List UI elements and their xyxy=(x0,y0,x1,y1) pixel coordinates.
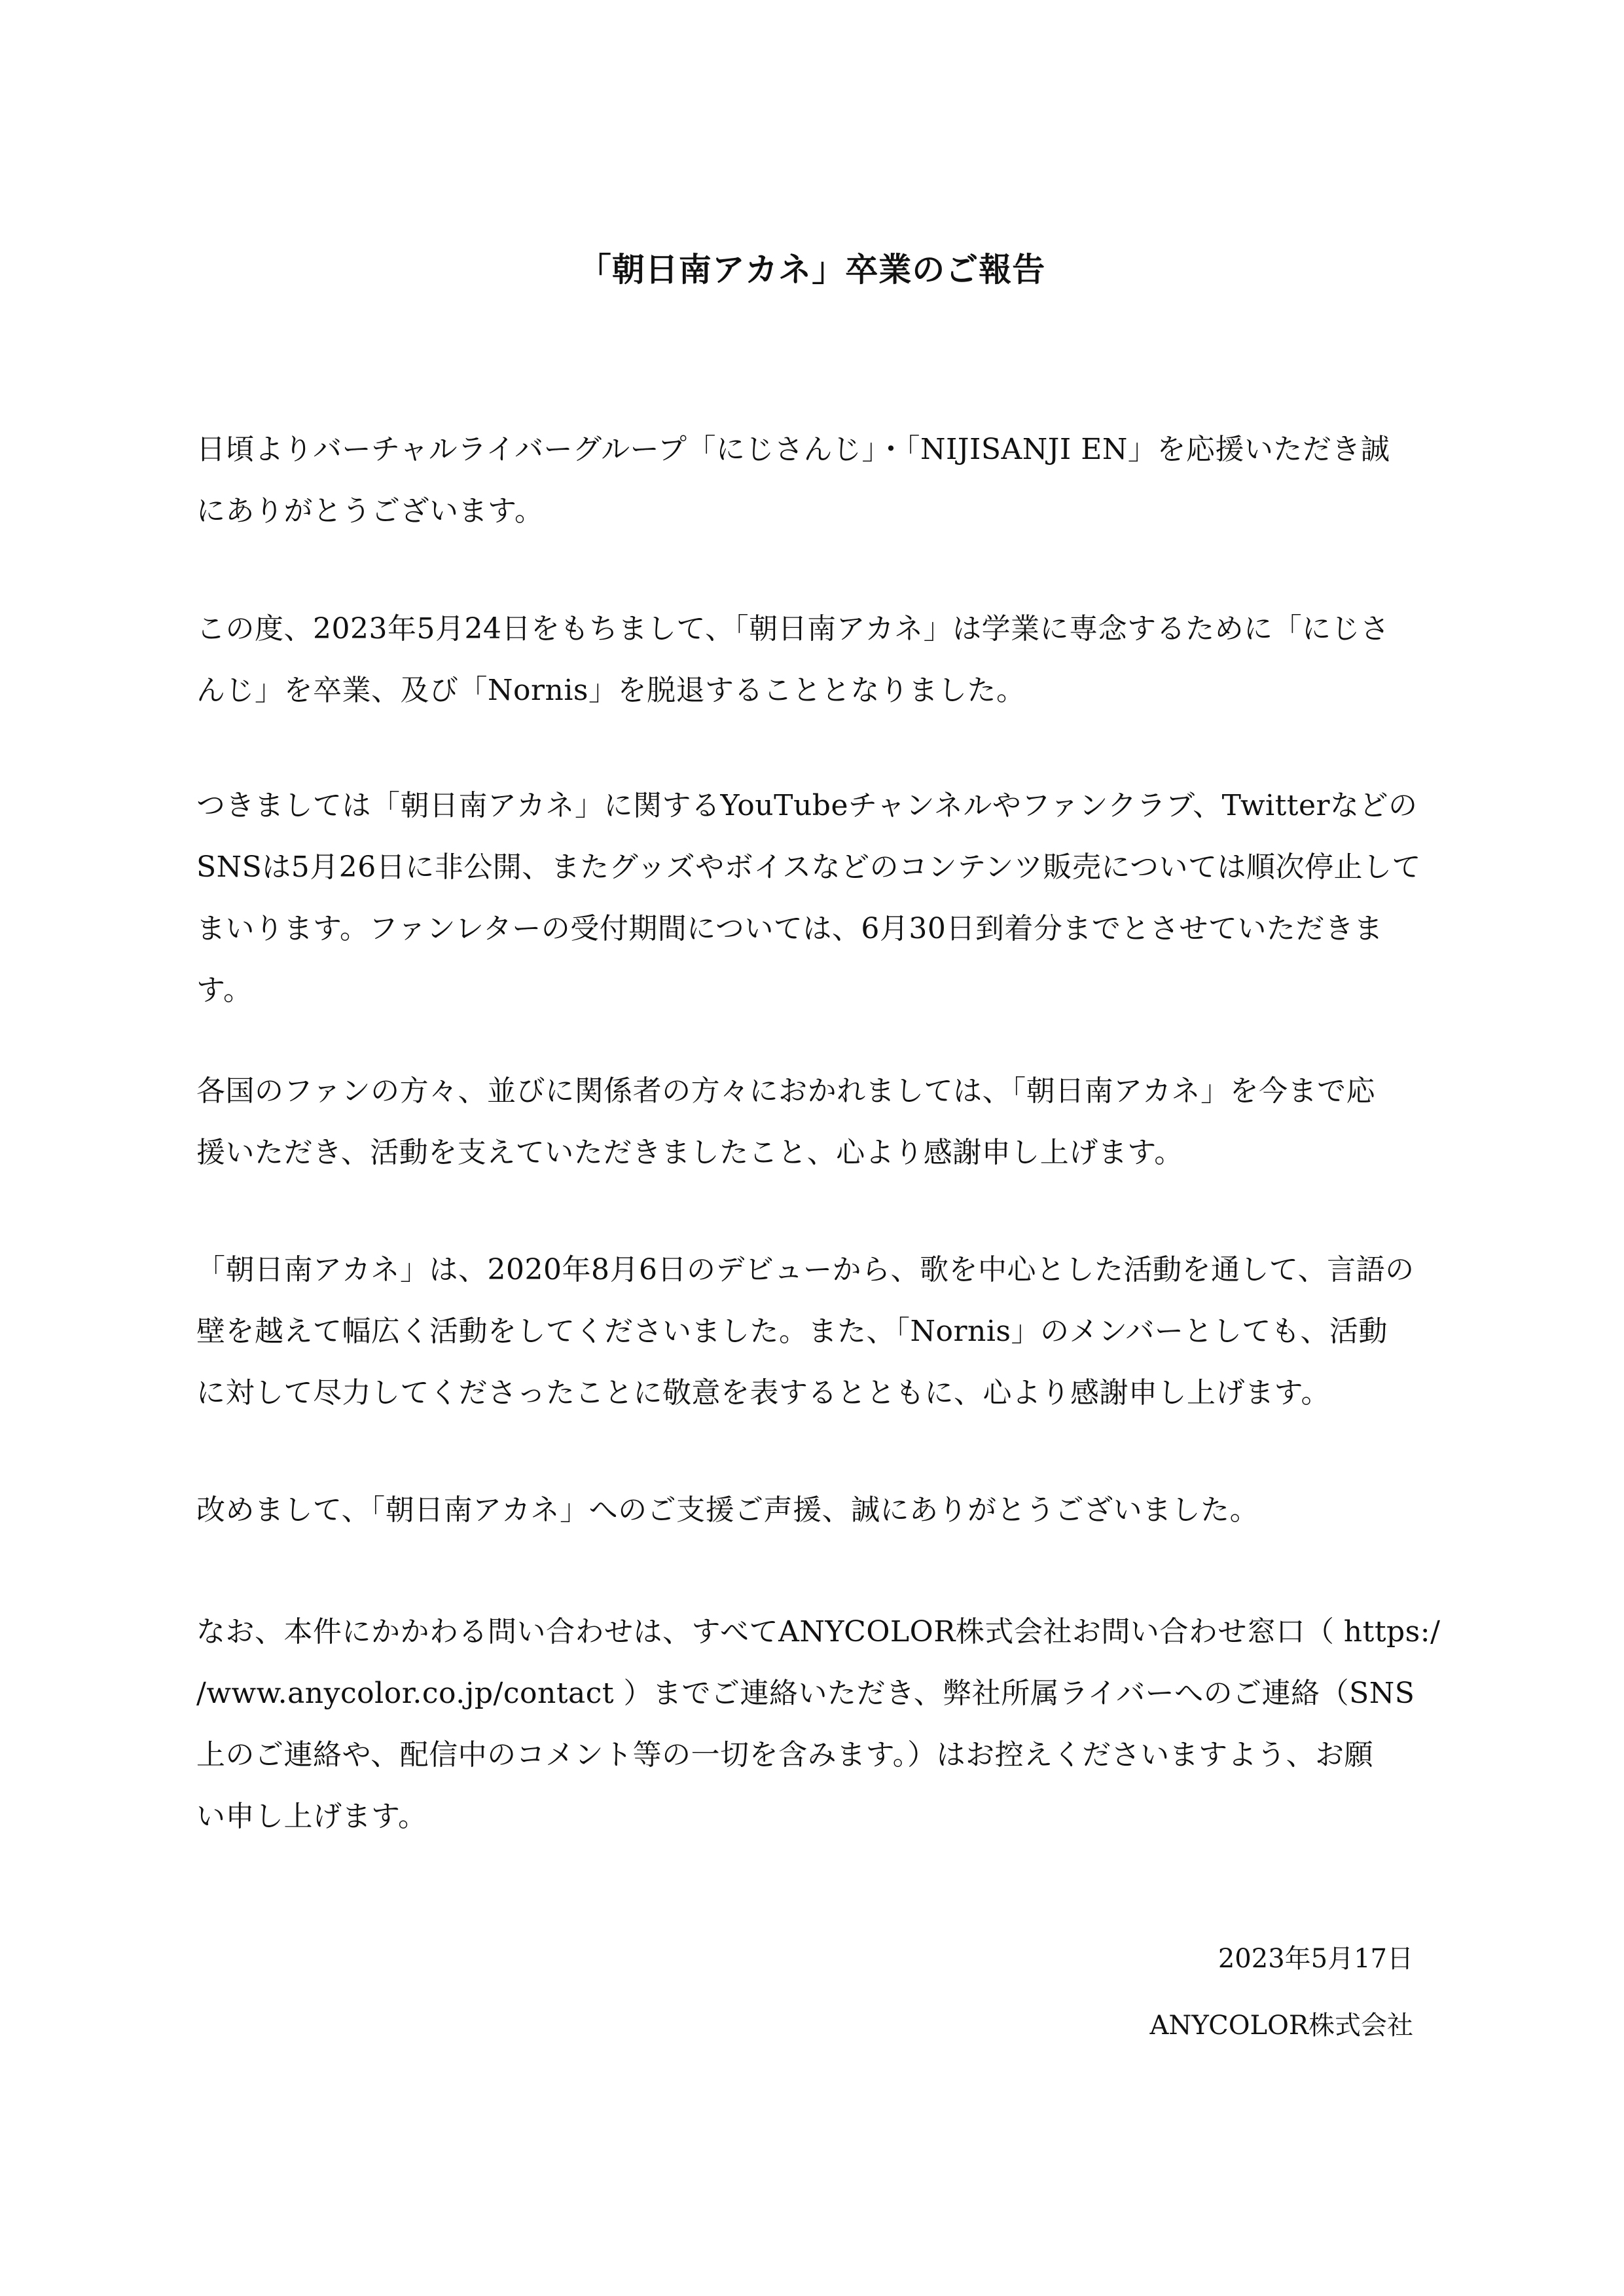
page-title: 「朝日南アカネ」卒業のご報告 xyxy=(578,251,1046,289)
paragraph-line: に対して尽力してくださったことに敬意を表するとともに、心より感謝申し上げます。 xyxy=(196,1376,1330,1410)
paragraph-activity-summary xyxy=(196,1239,1427,1424)
paragraph-line: 援いただき、活動を支えていただきましたこと、心より感謝申し上げます。 xyxy=(196,1136,1183,1169)
paragraph-closing-thanks xyxy=(196,1480,1427,1541)
paragraph-line: /www.anycolor.co.jp/contact ）までご連絡いただき、弊社所属ライバーへのご連絡（SNS xyxy=(196,1677,1415,1710)
paragraph-graduation-notice xyxy=(196,598,1427,721)
paragraph-thanks-fans xyxy=(196,1061,1427,1184)
paragraph-line: 改めまして、「朝日南アカネ」へのご支援ご声援、誠にありがとうございました。 xyxy=(196,1493,1259,1527)
paragraph-line: まいります。ファンレターの受付期間については、6月30日到着分までとさせていただきま xyxy=(196,912,1383,945)
paragraph-line: 壁を越えて幅広く活動をしてくださいました。また、「Nornis」のメンバーとしても、活動 xyxy=(196,1315,1388,1348)
paragraph-channel-details xyxy=(196,775,1427,1021)
paragraph-greeting xyxy=(196,419,1427,542)
announcement-date: 2023年5月17日 xyxy=(1218,1944,1413,1974)
paragraph-line: す。 xyxy=(196,974,253,1007)
paragraph-line: 各国のファンの方々、並びに関係者の方々におかれましては、「朝日南アカネ」を今まで応 xyxy=(196,1074,1376,1108)
paragraph-line: なお、本件にかかわる問い合わせは、すべてANYCOLOR株式会社お問い合わせ窓口（ https:/ xyxy=(196,1615,1441,1649)
paragraph-line: 日頃よりバーチャルライバーグループ「にじさんじ」・「NIJISANJI EN」を応援いただき誠 xyxy=(196,433,1390,466)
paragraph-line: い申し上げます。 xyxy=(196,1800,427,1833)
paragraph-line: つきましては「朝日南アカネ」に関するYouTubeチャンネルやファンクラブ、Twitterなどの xyxy=(196,789,1418,822)
paragraph-line: この度、2023年5月24日をもちまして、「朝日南アカネ」は学業に専念するために「にじさ xyxy=(196,612,1390,646)
paragraph-contact-info xyxy=(196,1601,1441,1848)
paragraph-line: 上のご連絡や、配信中のコメント等の一切を含みます。）はお控えくださいますよう、お願 xyxy=(196,1738,1374,1772)
paragraph-line: 「朝日南アカネ」は、2020年8月6日のデビューから、歌を中心とした活動を通して、言語の xyxy=(196,1253,1415,1286)
paragraph-line: んじ」を卒業、及び「Nornis」を脱退することとなりました。 xyxy=(196,674,1026,707)
company-name: ANYCOLOR株式会社 xyxy=(1149,2011,1413,2041)
paragraph-line: SNSは5月26日に非公開、またグッズやボイスなどのコンテンツ販売については順次停止して xyxy=(196,850,1422,884)
paragraph-line: にありがとうございます。 xyxy=(196,494,544,528)
